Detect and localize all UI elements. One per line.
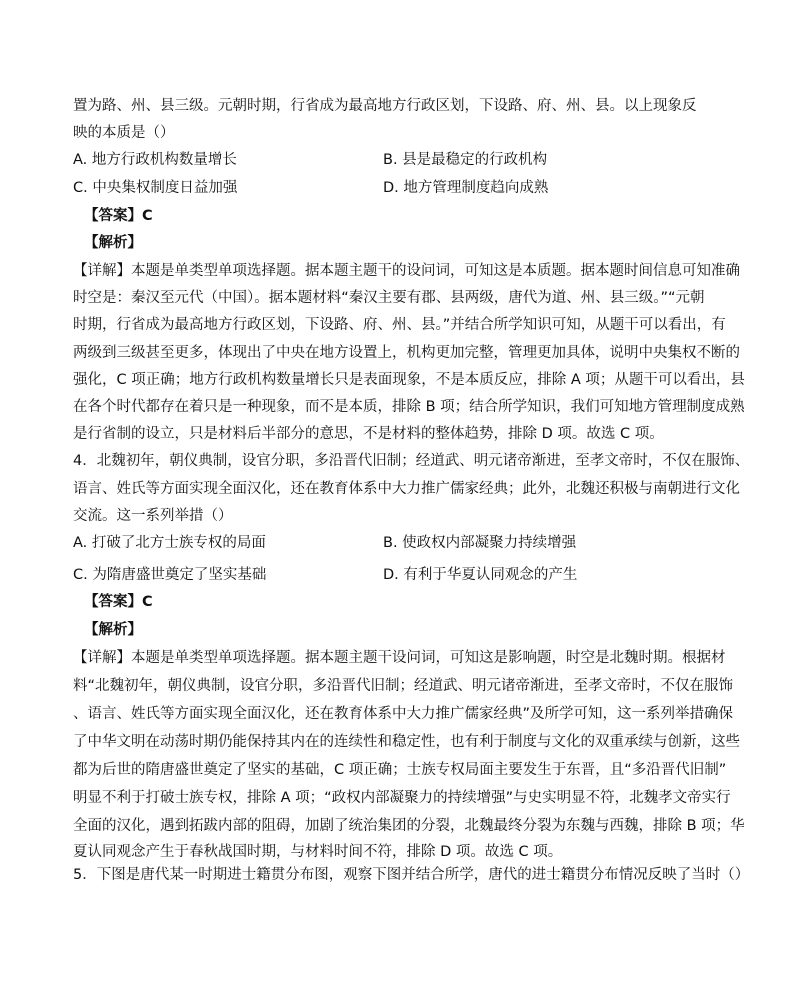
q4-analysis-label: 【解析】 (84, 622, 142, 638)
q3-detail-line: 在各个时代都存在着只是一种现象，而不是本质，排除 B 项；结合所学知识，我们可知地方管理制度成熟 (73, 399, 745, 415)
q3-detail-line: 时期，行省成为最高地方行政区划，下设路、府、州、县。”并结合所学知识可知，从题干可以看出，有 (73, 317, 726, 333)
q5-stem: 5．下图是唐代某一时期进士籍贯分布图，观察下图并结合所学，唐代的进士籍贯分布情况反映了当时（） (73, 867, 750, 883)
q3-option-d: D. 地方管理制度趋向成熟 (383, 180, 549, 196)
q3-option-c: C. 中央集权制度日益加强 (73, 180, 238, 196)
q4-option-a: A. 打破了北方士族专权的局面 (73, 535, 266, 551)
q3-detail-line: 强化，C 项正确；地方行政机构数量增长只是表面现象，不是本质反应，排除 A 项；从题干可以看出，县 (73, 372, 745, 388)
q4-detail-line: 、语言、姓氏等方面实现全面汉化，还在教育体系中大力推广儒家经典”及所学可知，这一系列举措确保 (73, 706, 734, 722)
q4-detail-line: 夏认同观念产生于春秋战国时期，与材料时间不符，排除 D 项。故选 C 项。 (73, 844, 563, 860)
q4-detail-line: 【详解】本题是单类型单项选择题。据本题主题干设问词，可知这是影响题，时空是北魏时期。根据材 (73, 650, 726, 666)
q4-answer: 【答案】C (84, 594, 153, 610)
q4-detail-line: 料“北魏初年，朝仪典制，设官分职，多沿晋代旧制；经道武、明元诸帝渐进，至孝文帝时，不仅在服饰 (73, 678, 734, 694)
q4-detail-line: 了中华文明在动荡时期仍能保持其内在的连续性和稳定性，也有利于制度与文化的双重承续与创新，这些 (73, 734, 740, 750)
q4-option-b: B. 使政权内部凝聚力持续增强 (383, 535, 577, 551)
q3-detail-line: 时空是：秦汉至元代（中国）。据本题材料“秦汉主要有郡、县两级，唐代为道、州、县三级。”“元朝 (73, 290, 705, 306)
q4-stem-line: 交流。这一系列举措（） (73, 508, 233, 524)
q3-option-b: B. 县是最稳定的行政机构 (383, 152, 548, 168)
q4-detail-line: 都为后世的隋唐盛世奠定了坚实的基础，C 项正确；士族专权局面主要发生于东晋，且“多沿晋代旧制” (73, 762, 727, 778)
q4-detail-line: 明显不利于打破士族专权，排除 A 项；“政权内部凝聚力的持续增强”与史实明显不符，北魏孝文帝实行 (73, 790, 731, 806)
q4-stem-line: 语言、姓氏等方面实现全面汉化，还在教育体系中大力推广儒家经典；此外，北魏还积极与南朝进行文化 (73, 481, 740, 497)
q3-detail-line: 是行省制的设立，只是材料后半部分的意思，不是材料的整体趋势，排除 D 项。故选 C 项。 (73, 426, 664, 442)
q3-stem-line-1: 置为路、州、县三级。元朝时期，行省成为最高地方行政区划，下设路、府、州、县。以上现象反 (73, 98, 697, 114)
q3-detail-line: 【详解】本题是单类型单项选择题。据本题主题干的设问词，可知这是本质题。据本题时间信息可知准确 (73, 263, 740, 279)
q4-option-c: C. 为隋唐盛世奠定了坚实基础 (73, 567, 267, 583)
q4-detail-line: 全面的汉化，遇到拓跋内部的阻碍，加剧了统治集团的分裂，北魏最终分裂为东魏与西魏，排除 B 项；华 (73, 818, 745, 834)
q3-stem-line-2: 映的本质是（） (73, 125, 175, 141)
q3-detail-line: 两级到三级甚至更多，体现出了中央在地方设置上，机构更加完整，管理更加具体，说明中央集权不断的 (73, 345, 740, 361)
q3-answer: 【答案】C (84, 208, 153, 224)
q4-option-d: D. 有利于华夏认同观念的产生 (383, 567, 578, 583)
q4-stem-line: 4．北魏初年，朝仪典制，设官分职，多沿晋代旧制；经道武、明元诸帝渐进，至孝文帝时，不仅在服饰、 (73, 453, 750, 469)
q3-analysis-label: 【解析】 (84, 235, 142, 251)
q3-option-a: A. 地方行政机构数量增长 (73, 152, 237, 168)
